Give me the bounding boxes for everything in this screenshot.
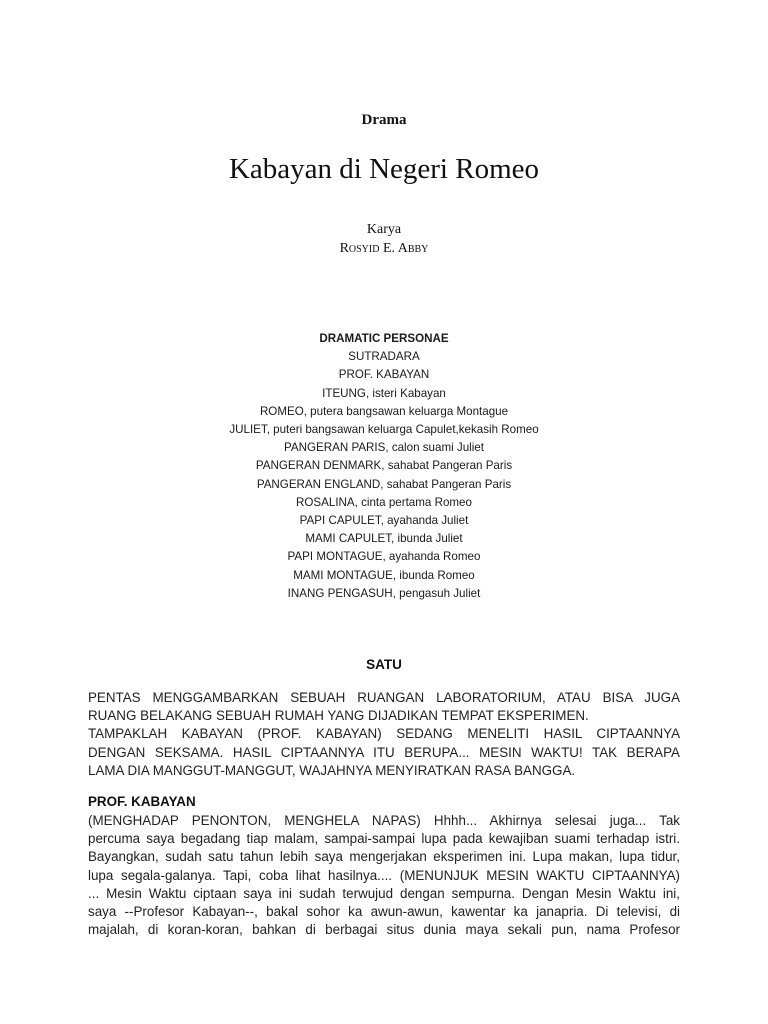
cast-member: SUTRADARA [348, 350, 420, 364]
cast-member: PANGERAN PARIS, calon suami Juliet [284, 441, 484, 455]
text-line: saya --Profesor Kabayan--, bakal sohor ka awun-awun, kawentar ka janapria. Di televisi, di [88, 904, 680, 920]
cast-member: PAPI MONTAGUE, ayahanda Romeo [287, 550, 481, 564]
cast-member: PAPI CAPULET, ayahanda Juliet [299, 514, 469, 528]
text-line: RUANG BELAKANG SEBUAH RUMAH YANG DIJADIKAN TEMPAT EKSPERIMEN. [88, 708, 589, 724]
cast-member: MAMI MONTAGUE, ibunda Romeo [293, 568, 475, 582]
cast-list [0, 330, 768, 603]
cast-member: JULIET, puteri bangsawan keluarga Capulet,kekasih Romeo [229, 423, 539, 437]
cast-member: INANG PENGASUH, pengasuh Juliet [287, 586, 481, 600]
stage-direction [88, 689, 680, 780]
text-line: LAMA DIA MANGGUT-MANGGUT, WAJAHNYA MENYIRATKAN RASA BANGGA. [88, 762, 576, 778]
document-title: Kabayan di Negeri Romeo [228, 153, 540, 185]
cast-member: ROMEO, putera bangsawan keluarga Montague [259, 404, 509, 418]
byline-label: Karya [366, 222, 402, 237]
genre-label: Drama [361, 112, 407, 128]
dialogue [88, 812, 680, 939]
text-line: TAMPAKLAH KABAYAN (PROF. KABAYAN) SEDANG MENELITI HASIL CIPTAANNYA [88, 726, 680, 742]
cast-member: ITEUNG, isteri Kabayan [322, 386, 446, 400]
text-line: lupa segala-galanya. Tapi, coba lihat hasilnya.... (MENUNJUK MESIN WAKTU CIPTAANNYA) [88, 867, 680, 883]
text-line: majalah, di koran-koran, bahkan di berbagai situs dunia maya sekali pun, nama Profesor [88, 922, 680, 938]
text-line: percuma saya begadang tiap malam, sampai-sampai lupa pada kewajiban suami terhadap istri. [88, 831, 680, 847]
text-line: (MENGHADAP PENONTON, MENGHELA NAPAS) Hhhh... Akhirnya selesai juga... Tak [88, 813, 680, 828]
text-line: DENGAN SEKSAMA. HASIL CIPTAANNYA ITU BERUPA... MESIN WAKTU! TAK BERAPA [88, 744, 680, 760]
text-line: Bayangkan, sudah satu tahun lebih saya mengerjakan eksperimen ini. Lupa makan, lupa tidur, [88, 849, 680, 865]
cast-member: PANGERAN DENMARK, sahabat Pangeran Paris [255, 459, 513, 473]
cast-member: ROSALINA, cinta pertama Romeo [296, 495, 472, 509]
text-line: PENTAS MENGGAMBARKAN SEBUAH RUANGAN LABORATORIUM, ATAU BISA JUGA [88, 690, 680, 705]
speaker-name: PROF. KABAYAN [88, 794, 196, 809]
author-name: Rosyid E. Abby [339, 241, 429, 256]
cast-member: PROF. KABAYAN [338, 368, 430, 382]
text-line: ... Mesin Waktu ciptaan saya ini sudah terwujud dengan sempurna. Dengan Mesin Waktu ini, [88, 885, 680, 901]
cast-member: PANGERAN ENGLAND, sahabat Pangeran Paris [256, 477, 512, 491]
cast-member: MAMI CAPULET, ibunda Juliet [305, 532, 463, 546]
cast-heading: DRAMATIC PERSONAE [319, 332, 449, 345]
act-heading: SATU [366, 657, 402, 672]
